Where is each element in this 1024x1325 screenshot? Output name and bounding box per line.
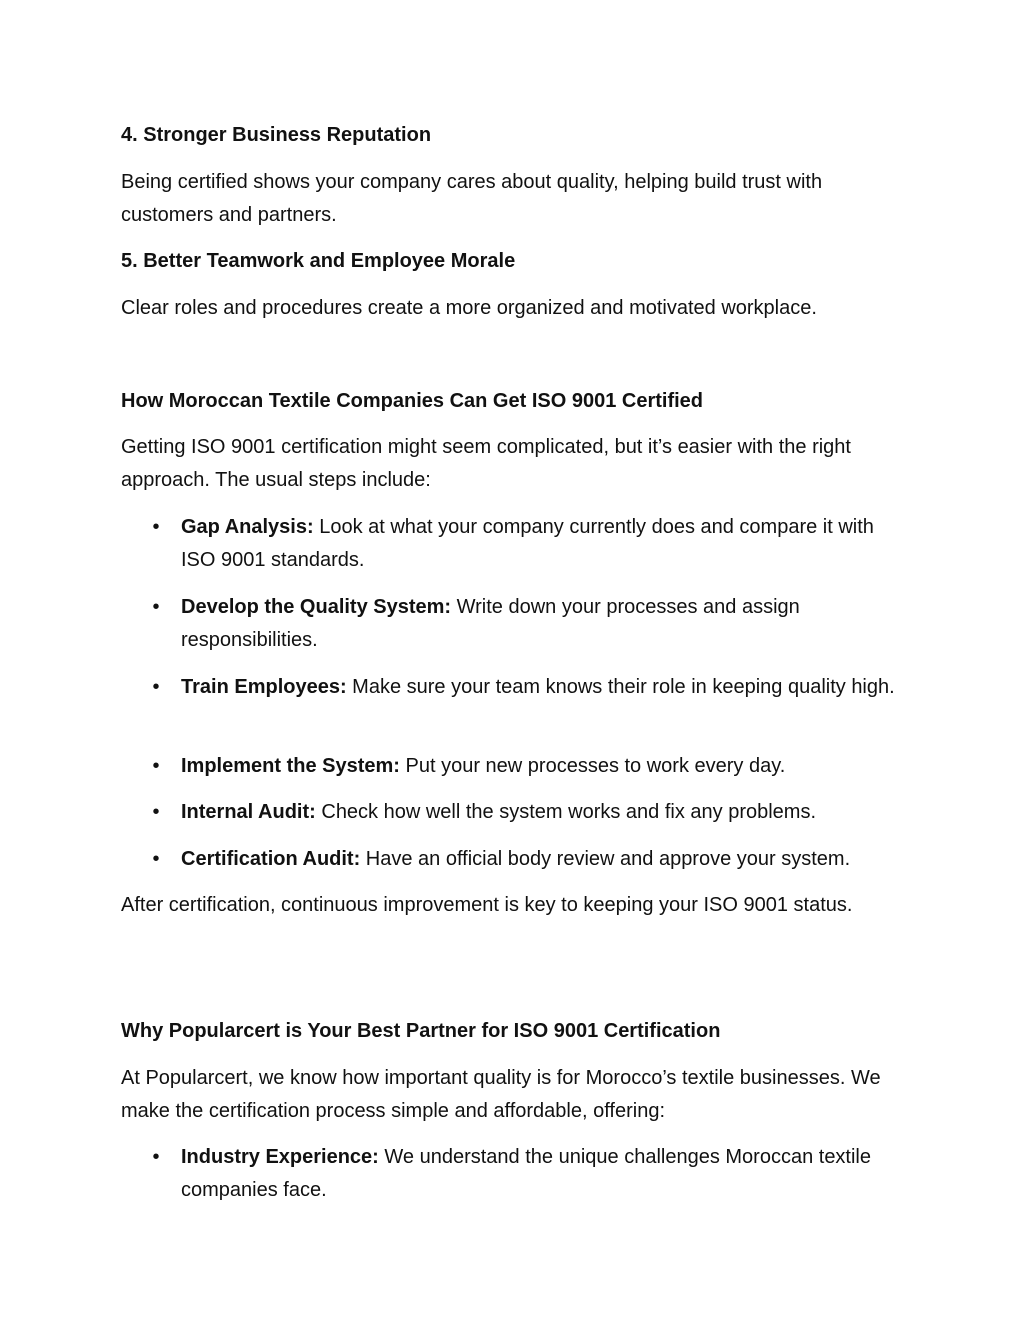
list-item-text: Look at what your company currently does and compare it with ISO 9001 standards. <box>181 516 874 571</box>
list-item <box>152 750 896 783</box>
list-item-text: Write down your processes and assign responsibilities. <box>181 596 800 651</box>
section-5-heading: 5. Better Teamwork and Employee Morale <box>121 250 516 272</box>
section-5-body: Clear roles and procedures create a more organized and motivated workplace. <box>121 297 817 319</box>
list-item <box>152 511 896 577</box>
list-item-label: Certification Audit: <box>181 848 361 870</box>
list-item-label: Industry Experience: <box>181 1146 379 1168</box>
list-item-label: Train Employees: <box>181 676 347 698</box>
how-to-heading: How Moroccan Textile Companies Can Get ISO 9001 Certified <box>121 390 704 412</box>
bullet-icon: • <box>152 755 160 777</box>
bullet-icon: • <box>152 801 160 823</box>
list-item-label: Gap Analysis: <box>181 516 314 538</box>
list-item-text: Have an official body review and approve your system. <box>360 848 851 870</box>
list-item-text: Check how well the system works and fix any problems. <box>315 801 817 823</box>
how-to-outro: After certification, continuous improvement is key to keeping your ISO 9001 status. <box>121 894 853 916</box>
list-item-text: We understand the unique challenges Moroccan textile companies face. <box>181 1146 872 1201</box>
how-to-intro: Getting ISO 9001 certification might seem complicated, but it’s easier with the right approach. The usual steps include: <box>121 436 851 491</box>
list-item <box>152 843 896 876</box>
section-4-heading: 4. Stronger Business Reputation <box>121 124 432 146</box>
list-item-label: Implement the System: <box>181 755 400 777</box>
bullet-icon: • <box>152 848 160 870</box>
section-4-body: Being certified shows your company cares about quality, helping build trust with customers and partners. <box>121 171 823 226</box>
bullet-icon: • <box>152 596 160 618</box>
list-item <box>152 591 896 657</box>
list-item-label: Develop the Quality System: <box>181 596 452 618</box>
list-item <box>152 671 896 704</box>
bullet-icon: • <box>152 516 160 538</box>
list-item-text: Make sure your team knows their role in keeping quality high. <box>346 676 895 698</box>
bullet-icon: • <box>152 676 160 698</box>
bullet-icon: • <box>152 1146 160 1168</box>
why-heading: Why Popularcert is Your Best Partner for ISO 9001 Certification <box>121 1020 721 1042</box>
list-item-text: Put your new processes to work every day. <box>399 755 786 777</box>
why-intro: At Popularcert, we know how important quality is for Morocco’s textile businesses. We make the certification process simple and affordable, offering: <box>121 1067 881 1122</box>
list-item-label: Internal Audit: <box>181 801 316 823</box>
list-item <box>152 796 896 829</box>
list-item <box>152 1141 896 1207</box>
